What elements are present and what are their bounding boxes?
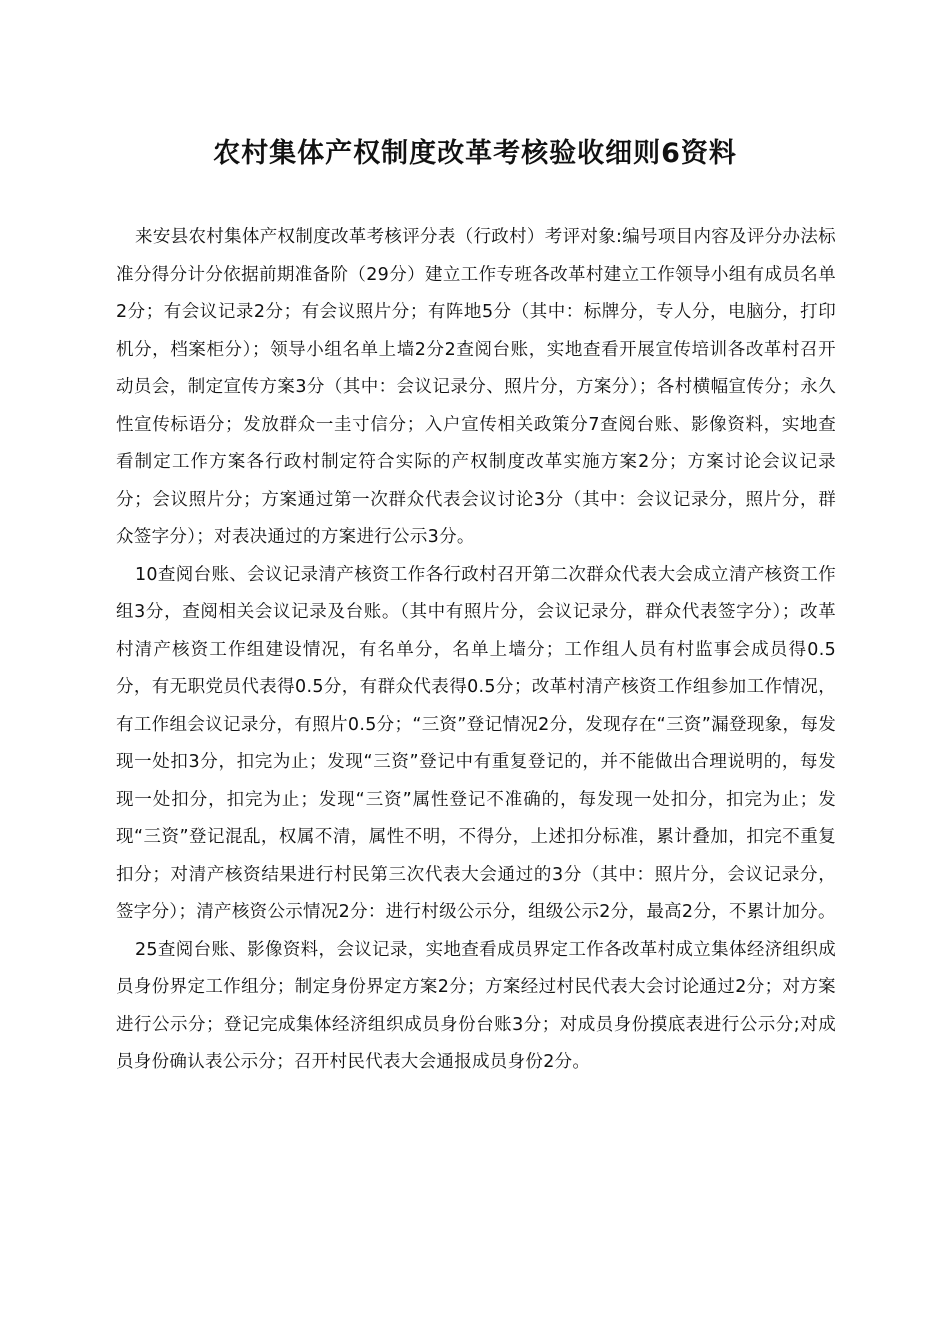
document-title: 农村集体产权制度改革考核验收细则6资料 [213,138,737,169]
document-body [116,219,836,1082]
paragraph-asset-verification: 10查阅台账、会议记录清产核资工作各行政村召开第二次群众代表大会成立清产核资工作组3分，查阅相关会议记录及台账。（其中有照片分，会议记录分，群众代表签字分）；改革村清产核资工作组建设情况，有名单分，名单上墙分；工作组人员有村监事会成员得0.5分，有无职党员代表得0.5分，有群众代表得0.5分；改革村清产核资工作组参加工作情况，有工作组会议记录分，有照片0.5分；“三资”登记情况2分，发现存在“三资”漏登现象，每发现一处扣3分，扣完为止；发现“三资”登记中有重复登记的，并不能做出合理说明的，每发现一处扣分，扣完为止；发现“三资”属性登记不准确的，每发现一处扣分，扣完为止；发现“三资”登记混乱，权属不清，属性不明，不得分，上述扣分标准，累计叠加，扣完不重复扣分；对清产核资结果进行村民第三次代表大会通过的3分（其中：照片分，会议记录分，签字分）；清产核资公示情况2分：进行村级公示分，组级公示2分，最高2分，不累计加分。 [116,564,836,922]
paragraph-member-identification: 25查阅台账、影像资料，会议记录，实地查看成员界定工作各改革村成立集体经济组织成员身份界定工作组分；制定身份界定方案2分；方案经过村民代表大会讨论通过2分；对方案进行公示分；登记完成集体经济组织成员身份台账3分；对成员身份摸底表进行公示分;对成员身份确认表公示分；召开村民代表大会通报成员身份2分。 [116,939,836,1072]
paragraph-preparation-stage: 来安县农村集体产权制度改革考核评分表（行政村）考评对象:编号项目内容及评分办法标准分得分计分依据前期准备阶（29分）建立工作专班各改革村建立工作领导小组有成员名单2分；有会议记录2分；有会议照片分；有阵地5分（其中：标牌分，专人分，电脑分，打印机分，档案柜分）；领导小组名单上墙2分2查阅台账，实地查看开展宣传培训各改革村召开动员会，制定宣传方案3分（其中：会议记录分、照片分，方案分）；各村横幅宣传分；永久性宣传标语分；发放群众一圭寸信分；入户宣传相关政策分7查阅台账、影像资料，实地查看制定工作方案各行政村制定符合实际的产权制度改革实施方案2分；方案讨论会议记录分；会议照片分；方案通过第一次群众代表会议讨论3分（其中：会议记录分，照片分，群众签字分）；对表决通过的方案进行公示3分。 [116,227,836,547]
